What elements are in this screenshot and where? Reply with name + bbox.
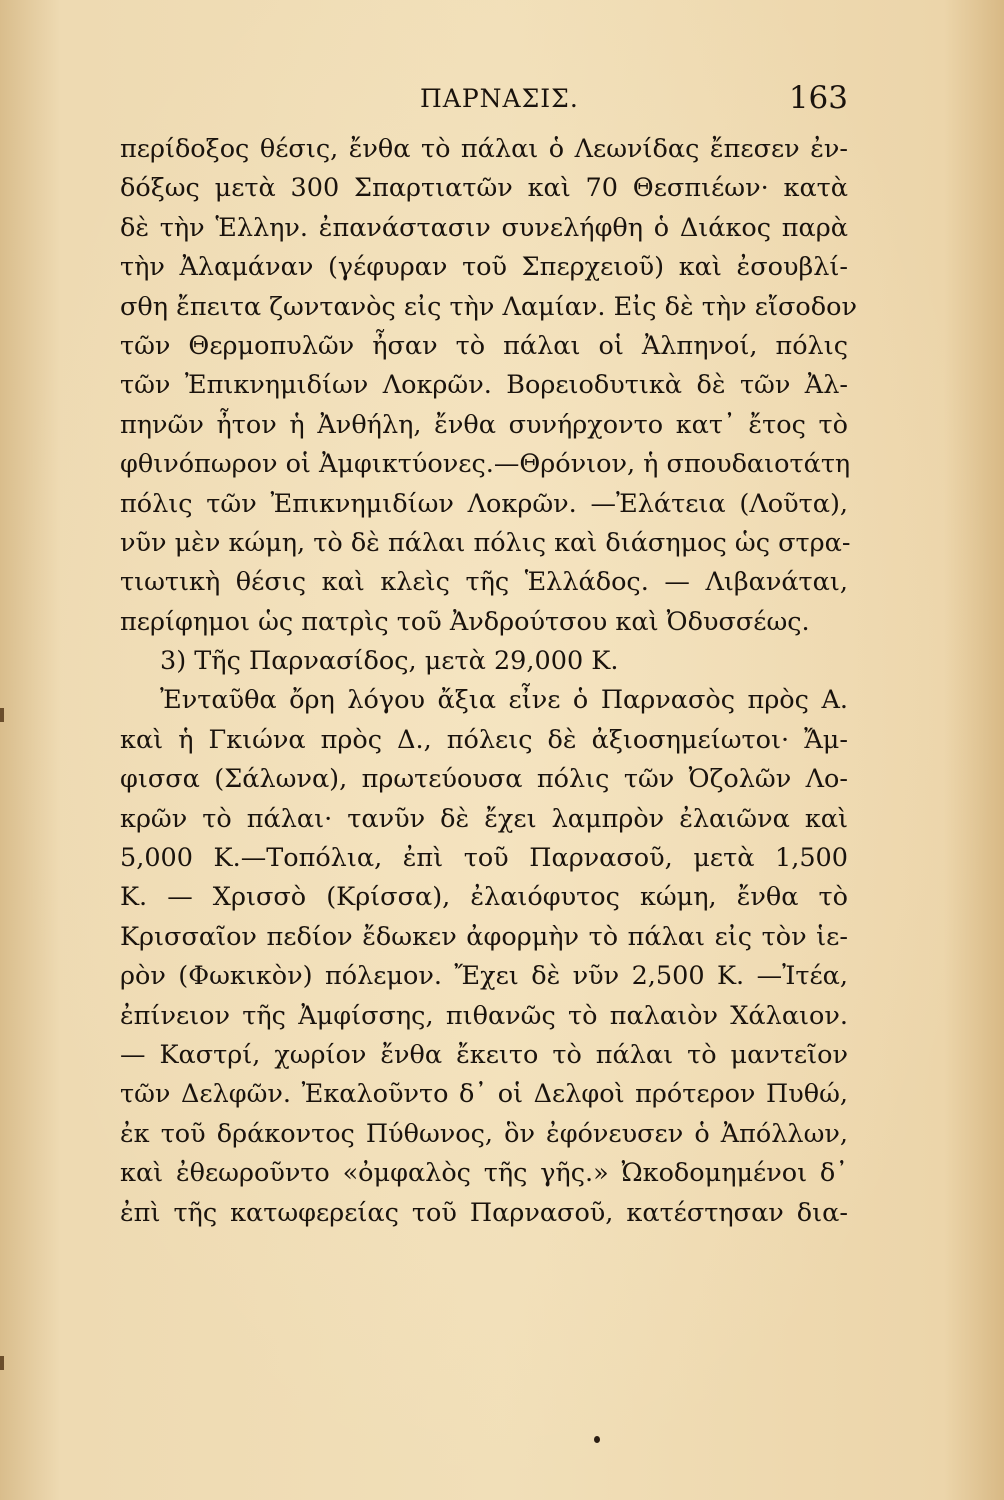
text-line: 5,000 Κ.—Τοπόλια, ἐπὶ τοῦ Παρνασοῦ, μετὰ 1,500 [120,843,848,874]
text-line: Ἐνταῦθα ὄρη λόγου ἄξια εἶνε ὁ Παρνασὸς πρὸς Α. [160,685,848,716]
text-line: ρὸν (Φωκικὸν) πόλεμον. Ἔχει δὲ νῦν 2,500 Κ. —Ἰτέα, [120,961,848,992]
text-line: ἐπὶ τῆς κατωφερείας τοῦ Παρνασοῦ, κατέστησαν δια- [120,1197,848,1228]
text-line: τῶν Θερμοπυλῶν ἦσαν τὸ πάλαι οἱ Ἀλπηνοί, πόλις [120,330,848,361]
text-line: — Καστρί, χωρίον ἔνθα ἔκειτο τὸ πάλαι τὸ μαντεῖον [120,1039,848,1070]
running-title: ΠΑΡΝΑΣΙΣ. [420,84,579,113]
text-line: φισσα (Σάλωνα), πρωτεύουσα πόλις τῶν Ὀζολῶν Λο- [120,764,848,795]
text-line: τὴν Ἀλαμάναν (γέφυραν τοῦ Σπερχειοῦ) καὶ ἐσουβλί- [120,252,848,283]
text-line: σθη ἔπειτα ζωντανὸς εἰς τὴν Λαμίαν. Εἰς δὲ τὴν εἴσοδον [120,291,857,322]
text-line: Κ. — Χρισσὸ (Κρίσσα), ἐλαιόφυτος κώμη, ἔνθα τὸ [120,882,848,913]
text-line: δὲ τὴν Ἑλλην. ἐπανάστασιν συνελήφθη ὁ Διάκος παρὰ [120,212,848,243]
text-line: πηνῶν ἦτον ἡ Ἀνθήλη, ἔνθα συνήρχοντο κατ᾽ ἔτος τὸ [120,409,848,440]
text-line: τιωτικὴ θέσις καὶ κλεὶς τῆς Ἑλλάδος. — Λιβανάται, [120,567,848,598]
text-line: τῶν Ἐπικνημιδίων Λοκρῶν. Βορειοδυτικὰ δὲ τῶν Ἀλ- [120,370,848,401]
text-line: πόλις τῶν Ἐπικνημιδίων Λοκρῶν. —Ἐλάτεια (Λοῦτα), [120,488,848,519]
text-line: δόξως μετὰ 300 Σπαρτιατῶν καὶ 70 Θεσπιέων· κατὰ [120,173,848,204]
running-head [120,80,848,124]
page-edge-mark [0,1356,4,1370]
text-line: νῦν μὲν κώμη, τὸ δὲ πάλαι πόλις καὶ διάσημος ὡς στρα- [120,527,851,558]
body-text [120,130,857,1233]
text-line: περίδοξος θέσις, ἔνθα τὸ πάλαι ὁ Λεωνίδας ἔπεσεν ἐν- [120,134,848,164]
page-edge-mark [0,708,4,722]
text-line: καὶ ἡ Γκιώνα πρὸς Δ., πόλεις δὲ ἀξιοσημείωτοι· Ἄμ- [120,724,848,755]
text-line: ἐπίνειον τῆς Ἀμφίσσης, πιθανῶς τὸ παλαιὸν Χάλαιον. [120,1000,848,1031]
text-line: κρῶν τὸ πάλαι· τανῦν δὲ ἔχει λαμπρὸν ἐλαιῶνα καὶ [120,803,848,834]
text-line: καὶ ἐθεωροῦντο «ὀμφαλὸς τῆς γῆς.» Ὠκοδομημένοι δ᾽ [120,1158,848,1189]
section-heading: 3) Τῆς Παρνασίδος, μετὰ 29,000 Κ. [160,646,619,677]
text-line: ἐκ τοῦ δράκοντος Πύθωνος, ὃν ἐφόνευσεν ὁ Ἀπόλλων, [120,1118,848,1149]
text-line: φθινόπωρον οἱ Ἀμφικτύονες.—Θρόνιον, ἡ σπουδαιοτάτη [120,449,851,480]
text-line: Κρισσαῖον πεδίον ἔδωκεν ἀφορμὴν τὸ πάλαι εἰς τὸν ἱε- [120,921,848,952]
text-line: περίφημοι ὡς πατρὶς τοῦ Ἀνδρούτσου καὶ Ὀδυσσέως. [120,606,810,637]
ink-speck [594,1436,600,1443]
page-number: 163 [788,80,848,116]
text-line: τῶν Δελφῶν. Ἐκαλοῦντο δ᾽ οἱ Δελφοὶ πρότερον Πυθώ, [120,1079,848,1110]
